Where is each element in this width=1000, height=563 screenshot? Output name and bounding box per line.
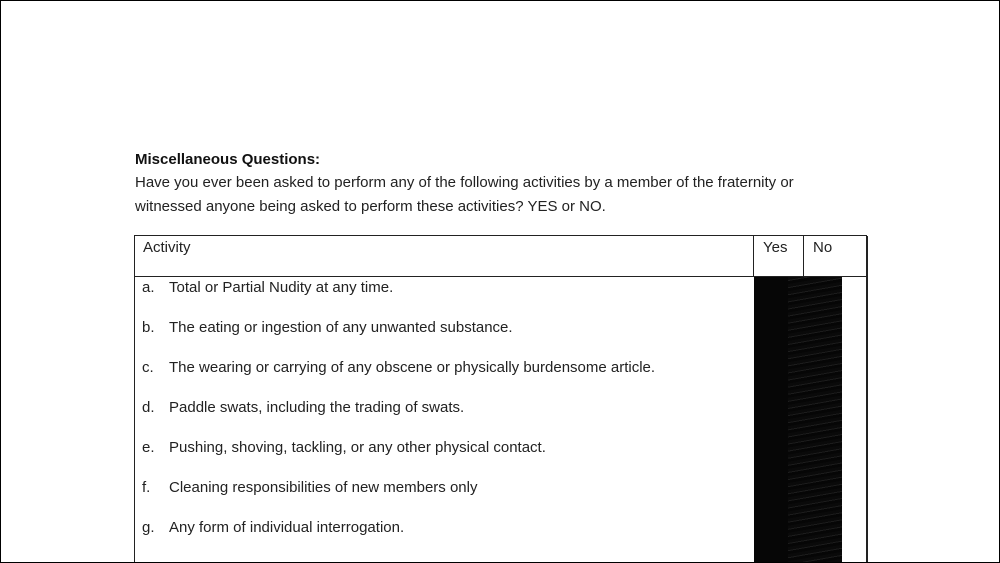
- table-row: [142, 439, 546, 456]
- row-letter: f.: [142, 479, 151, 496]
- column-divider-no: [803, 236, 804, 277]
- header-activity: Activity: [143, 239, 191, 256]
- row-letter: d.: [142, 399, 155, 416]
- row-text: The eating or ingestion of any unwanted substance.: [169, 319, 513, 336]
- row-text: Any form of individual interrogation.: [169, 519, 405, 536]
- row-letter: e.: [142, 439, 155, 456]
- table-row: [142, 519, 404, 536]
- row-letter: b.: [142, 319, 155, 336]
- row-letter: g.: [142, 519, 155, 536]
- header-no: No: [813, 239, 833, 256]
- row-letter: c.: [142, 359, 154, 376]
- row-text: Pushing, shoving, tackling, or any other physical contact.: [169, 439, 546, 456]
- row-letter: a.: [142, 279, 155, 296]
- header-yes: Yes: [763, 239, 788, 256]
- column-divider-yes: [753, 236, 754, 277]
- section-heading: Miscellaneous Questions:: [135, 151, 321, 168]
- row-text: Cleaning responsibilities of new members only: [169, 479, 478, 496]
- redaction-block: [754, 277, 842, 563]
- intro-text-line-2: witnessed anyone being asked to perform these activities? YES or NO.: [135, 198, 606, 215]
- row-text: Total or Partial Nudity at any time.: [169, 279, 394, 296]
- redaction-texture: [788, 277, 842, 563]
- row-text: Paddle swats, including the trading of swats.: [169, 399, 465, 416]
- table-row: [142, 399, 464, 416]
- table-row: [142, 479, 477, 496]
- intro-text-line-1: Have you ever been asked to perform any of the following activities by a member of the fraternity or: [135, 174, 794, 191]
- column-divider-right: [867, 236, 868, 563]
- table-row: [142, 279, 393, 296]
- table-row: [142, 359, 655, 376]
- activity-table: [134, 235, 867, 563]
- table-row: [142, 319, 513, 336]
- cut-off-row: [142, 559, 562, 563]
- row-text: The wearing or carrying of any obscene or physically burdensome article.: [169, 359, 656, 376]
